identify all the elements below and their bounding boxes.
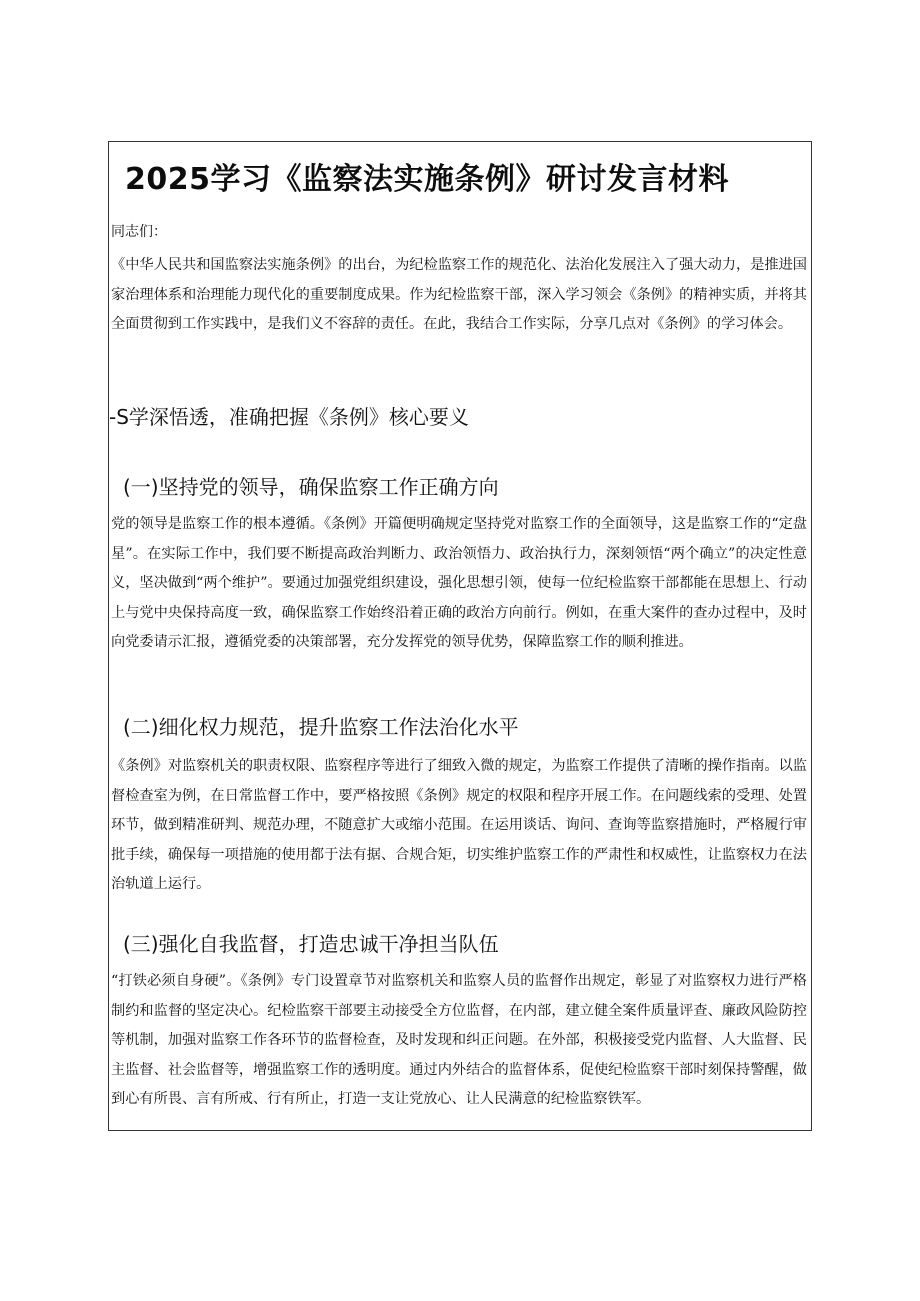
document-title: 2025学习《监察法实施条例》研讨发言材料 [125, 162, 729, 197]
document-page [108, 141, 812, 1131]
subsection-heading-1: (一)坚持党的领导，确保监察工作正确方向 [123, 475, 499, 499]
subsection-heading-3: (三)强化自我监督，打造忠诚干净担当队伍 [123, 932, 499, 956]
subsection-heading-2: (二)细化权力规范，提升监察工作法治化水平 [123, 715, 519, 739]
greeting: 同志们： [111, 224, 167, 240]
section-heading: -S学深悟透，准确把握《条例》核心要义 [109, 405, 469, 429]
subsection-body-2: 《条例》对监察机关的职责权限、监察程序等进行了细致入微的规定，为监察工作提供了清晰的操作指南。以监督检查室为例，在日常监督工作中，要严格按照《条例》规定的权限和程序开展工作。在问题线索的受理、处置环节，做到精准研判、规范办理，不随意扩大或缩小范围。在运用谈话、询问、查询等监察措施时，严格履行审批手续，确保每一项措施的使用都于法有据、合规合矩，切实维护监察工作的严肃性和权威性，让监察权力在法治轨道上运行。 [111, 758, 807, 892]
subsection-body-3: “打铁必须自身硬”。《条例》专门设置章节对监察机关和监察人员的监督作出规定，彰显了对监察权力进行严格制约和监督的坚定决心。纪检监察干部要主动接受全方位监督，在内部，建立健全案件质量评查、廉政风险防控等机制，加强对监察工作各环节的监督检查，及时发现和纠正问题。在外部，积极接受党内监督、人大监督、民主监督、社会监督等，增强监察工作的透明度。通过内外结合的监督体系，促使纪检监察干部时刻保持警醒，做到心有所畏、言有所戒、行有所止，打造一支让党放心、让人民满意的纪检监察铁军。 [111, 973, 807, 1107]
subsection-body-1: 党的领导是监察工作的根本遵循。《条例》开篇便明确规定坚持党对监察工作的全面领导，这是监察工作的“定盘星”。在实际工作中，我们要不断提高政治判断力、政治领悟力、政治执行力，深刻领悟“两个确立”的决定性意义，坚决做到“两个维护”。要通过加强党组织建设，强化思想引领，使每一位纪检监察干部都能在思想上、行动上与党中央保持高度一致，确保监察工作始终沿着正确的政治方向前行。例如，在重大案件的查办过程中，及时向党委请示汇报，遵循党委的决策部署，充分发挥党的领导优势，保障监察工作的顺利推进。 [111, 516, 807, 650]
intro-paragraph: 《中华人民共和国监察法实施条例》的出台，为纪检监察工作的规范化、法治化发展注入了强大动力，是推进国家治理体系和治理能力现代化的重要制度成果。作为纪检监察干部，深入学习领会《条例》的精神实质，并将其全面贯彻到工作实践中，是我们义不容辞的责任。在此，我结合工作实际，分享几点对《条例》的学习体会。 [111, 257, 807, 332]
